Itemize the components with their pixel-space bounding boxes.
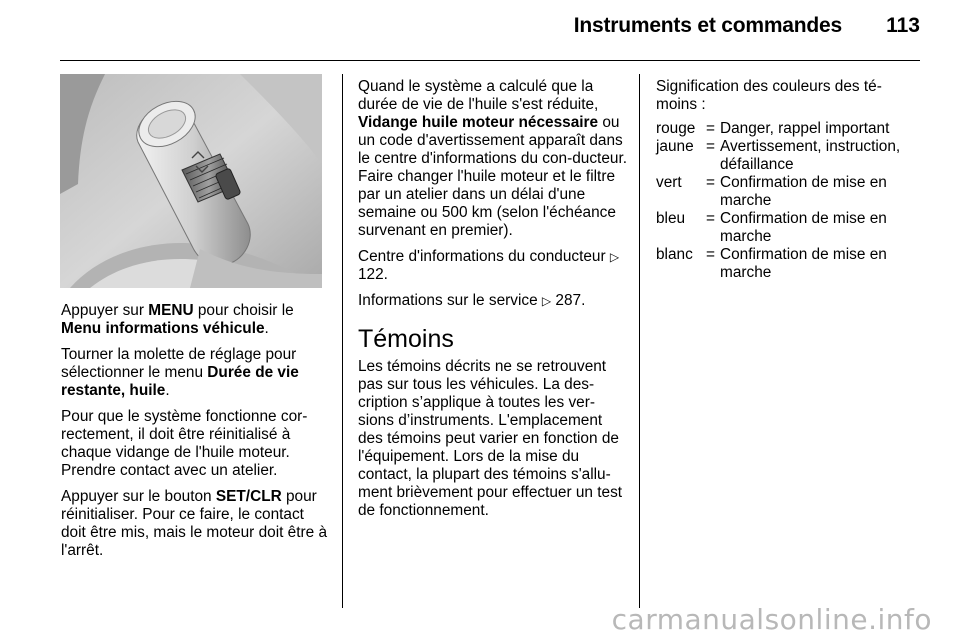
text: . — [165, 382, 170, 399]
menu-name: Menu informations véhicule — [61, 320, 265, 337]
equals-sign: = — [706, 138, 715, 155]
equals-sign: = — [706, 246, 715, 263]
column-3 — [656, 78, 920, 282]
text: Appuyer sur le bouton — [61, 488, 216, 505]
table-row — [656, 120, 920, 138]
stalk-photo-icon — [60, 74, 322, 288]
color-name: vert — [656, 174, 682, 191]
paragraph-oil-change — [358, 78, 628, 240]
paragraph-select — [61, 346, 331, 400]
text: Quand le système a calculé que la durée de vie de l'huile s'est réduite, — [358, 78, 599, 113]
page-number: 113 — [886, 14, 920, 37]
column-1 — [61, 302, 331, 568]
page-ref-arrow-icon: ▷ — [609, 250, 620, 264]
menu-keyword: MENU — [148, 302, 194, 319]
text: pour réinitialiser. Pour ce faire, le contact doit être mis, mais le moteur doit être à l'arrêt. — [61, 488, 328, 559]
text: Appuyer sur — [61, 302, 149, 319]
page-ref: 122. — [358, 266, 388, 283]
reference-service-info[interactable] — [358, 292, 628, 310]
table-row — [656, 174, 920, 210]
table-row — [656, 138, 920, 174]
header-rule — [60, 60, 920, 61]
table-row — [656, 246, 920, 282]
text: . — [264, 320, 269, 337]
text: pour choisir le — [193, 302, 294, 319]
column-2 — [358, 78, 628, 528]
paragraph-reset — [61, 488, 331, 560]
watermark: carmanualsonline.info — [611, 603, 932, 636]
section-heading: Témoins — [358, 325, 454, 353]
color-meaning: Confirmation de mise en marche — [720, 174, 887, 209]
reference-driver-info[interactable] — [358, 248, 628, 284]
color-name: jaune — [656, 138, 694, 155]
paragraph-reset-info: Pour que le système fonctionne cor-rectement, il doit être réinitialisé à chaque vidange de l'huile moteur. Prendre contact avec un atelier. — [61, 408, 308, 479]
text: Centre d'informations du conducteur — [358, 248, 610, 265]
paragraph-menu — [61, 302, 331, 338]
color-name: blanc — [656, 246, 693, 263]
message-name: Vidange huile moteur nécessaire — [358, 114, 599, 131]
color-meaning-table — [656, 120, 920, 282]
color-table-intro: Signification des couleurs des té-moins : — [656, 78, 882, 113]
color-meaning: Danger, rappel important — [720, 120, 890, 137]
equals-sign: = — [706, 174, 715, 191]
text: Informations sur le service — [358, 292, 542, 309]
paragraph-indicators: Les témoins décrits ne se retrouvent pas sur tous les véhicules. La des-cription s’applique à toutes les ver-sions d’instruments. L'emplacement des témoins peut varier en fonction de l'équipement. Lors de la mise du contact, la plupart des témoins s'allu-ment brièvement pour effectuer un test de fonctionnement. — [358, 358, 623, 519]
color-name: rouge — [656, 120, 696, 137]
text: Tourner la molette de réglage pour sélectionner le menu — [61, 346, 297, 381]
steering-stalk-illustration — [60, 74, 322, 288]
color-name: bleu — [656, 210, 686, 227]
page-ref: 287. — [551, 292, 586, 309]
column-divider-1 — [342, 74, 343, 608]
equals-sign: = — [706, 120, 715, 137]
text: ou un code d'avertissement apparaît dans le centre d'informations du con-ducteur. Faire changer l'huile moteur et le filtre par un atelier dans un délai d'une semaine ou 500 km (selon l'échéance survenant en premier). — [358, 114, 628, 239]
button-keyword: SET/CLR — [215, 488, 282, 505]
color-meaning: Avertissement, instruction, défaillance — [720, 138, 901, 173]
table-row — [656, 210, 920, 246]
column-divider-2 — [639, 74, 640, 608]
page-header-title: Instruments et commandes — [573, 14, 842, 37]
equals-sign: = — [706, 210, 715, 227]
color-meaning: Confirmation de mise en marche — [720, 210, 887, 245]
menu-name: Durée de vie restante, huile — [61, 364, 299, 399]
color-meaning: Confirmation de mise en marche — [720, 246, 887, 281]
page-ref-arrow-icon: ▷ — [541, 294, 552, 308]
